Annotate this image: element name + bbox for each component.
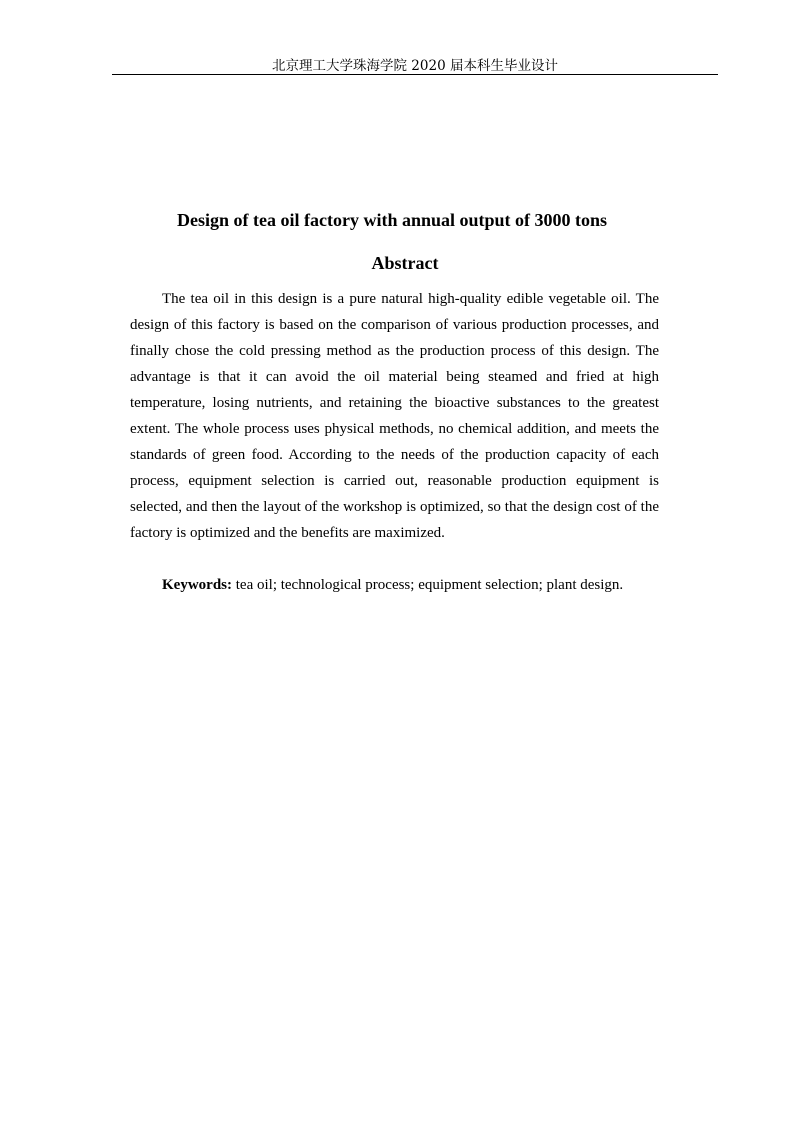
- abstract-heading: Abstract: [371, 253, 439, 273]
- keywords-line: [130, 572, 659, 598]
- page-header: 北京理工大学珠海学院 2020 届本科生毕业设计: [272, 58, 558, 74]
- keywords-text: tea oil; technological process; equipment selection; plant design.: [232, 577, 624, 593]
- keywords-label: Keywords:: [162, 577, 232, 593]
- abstract-body: The tea oil in this design is a pure natural high-quality edible vegetable oil. The design of this factory is based on the comparison of various production processes, and finally chose the cold pressing method as the production process of this design. The advantage is that it can avoid the oil material being steamed and fried at high temperature, losing nutrients, and retaining the bioactive substances to the greatest extent. The whole process uses physical methods, no chemical addition, and meets the standards of green food. According to the needs of the production capacity of each process, equipment selection is carried out, reasonable production equipment is selected, and then the layout of the workshop is optimized, so that the design cost of the factory is optimized and the benefits are maximized.: [130, 291, 659, 541]
- header-rule: [112, 74, 718, 75]
- document-title: Design of tea oil factory with annual output of 3000 tons: [177, 210, 608, 230]
